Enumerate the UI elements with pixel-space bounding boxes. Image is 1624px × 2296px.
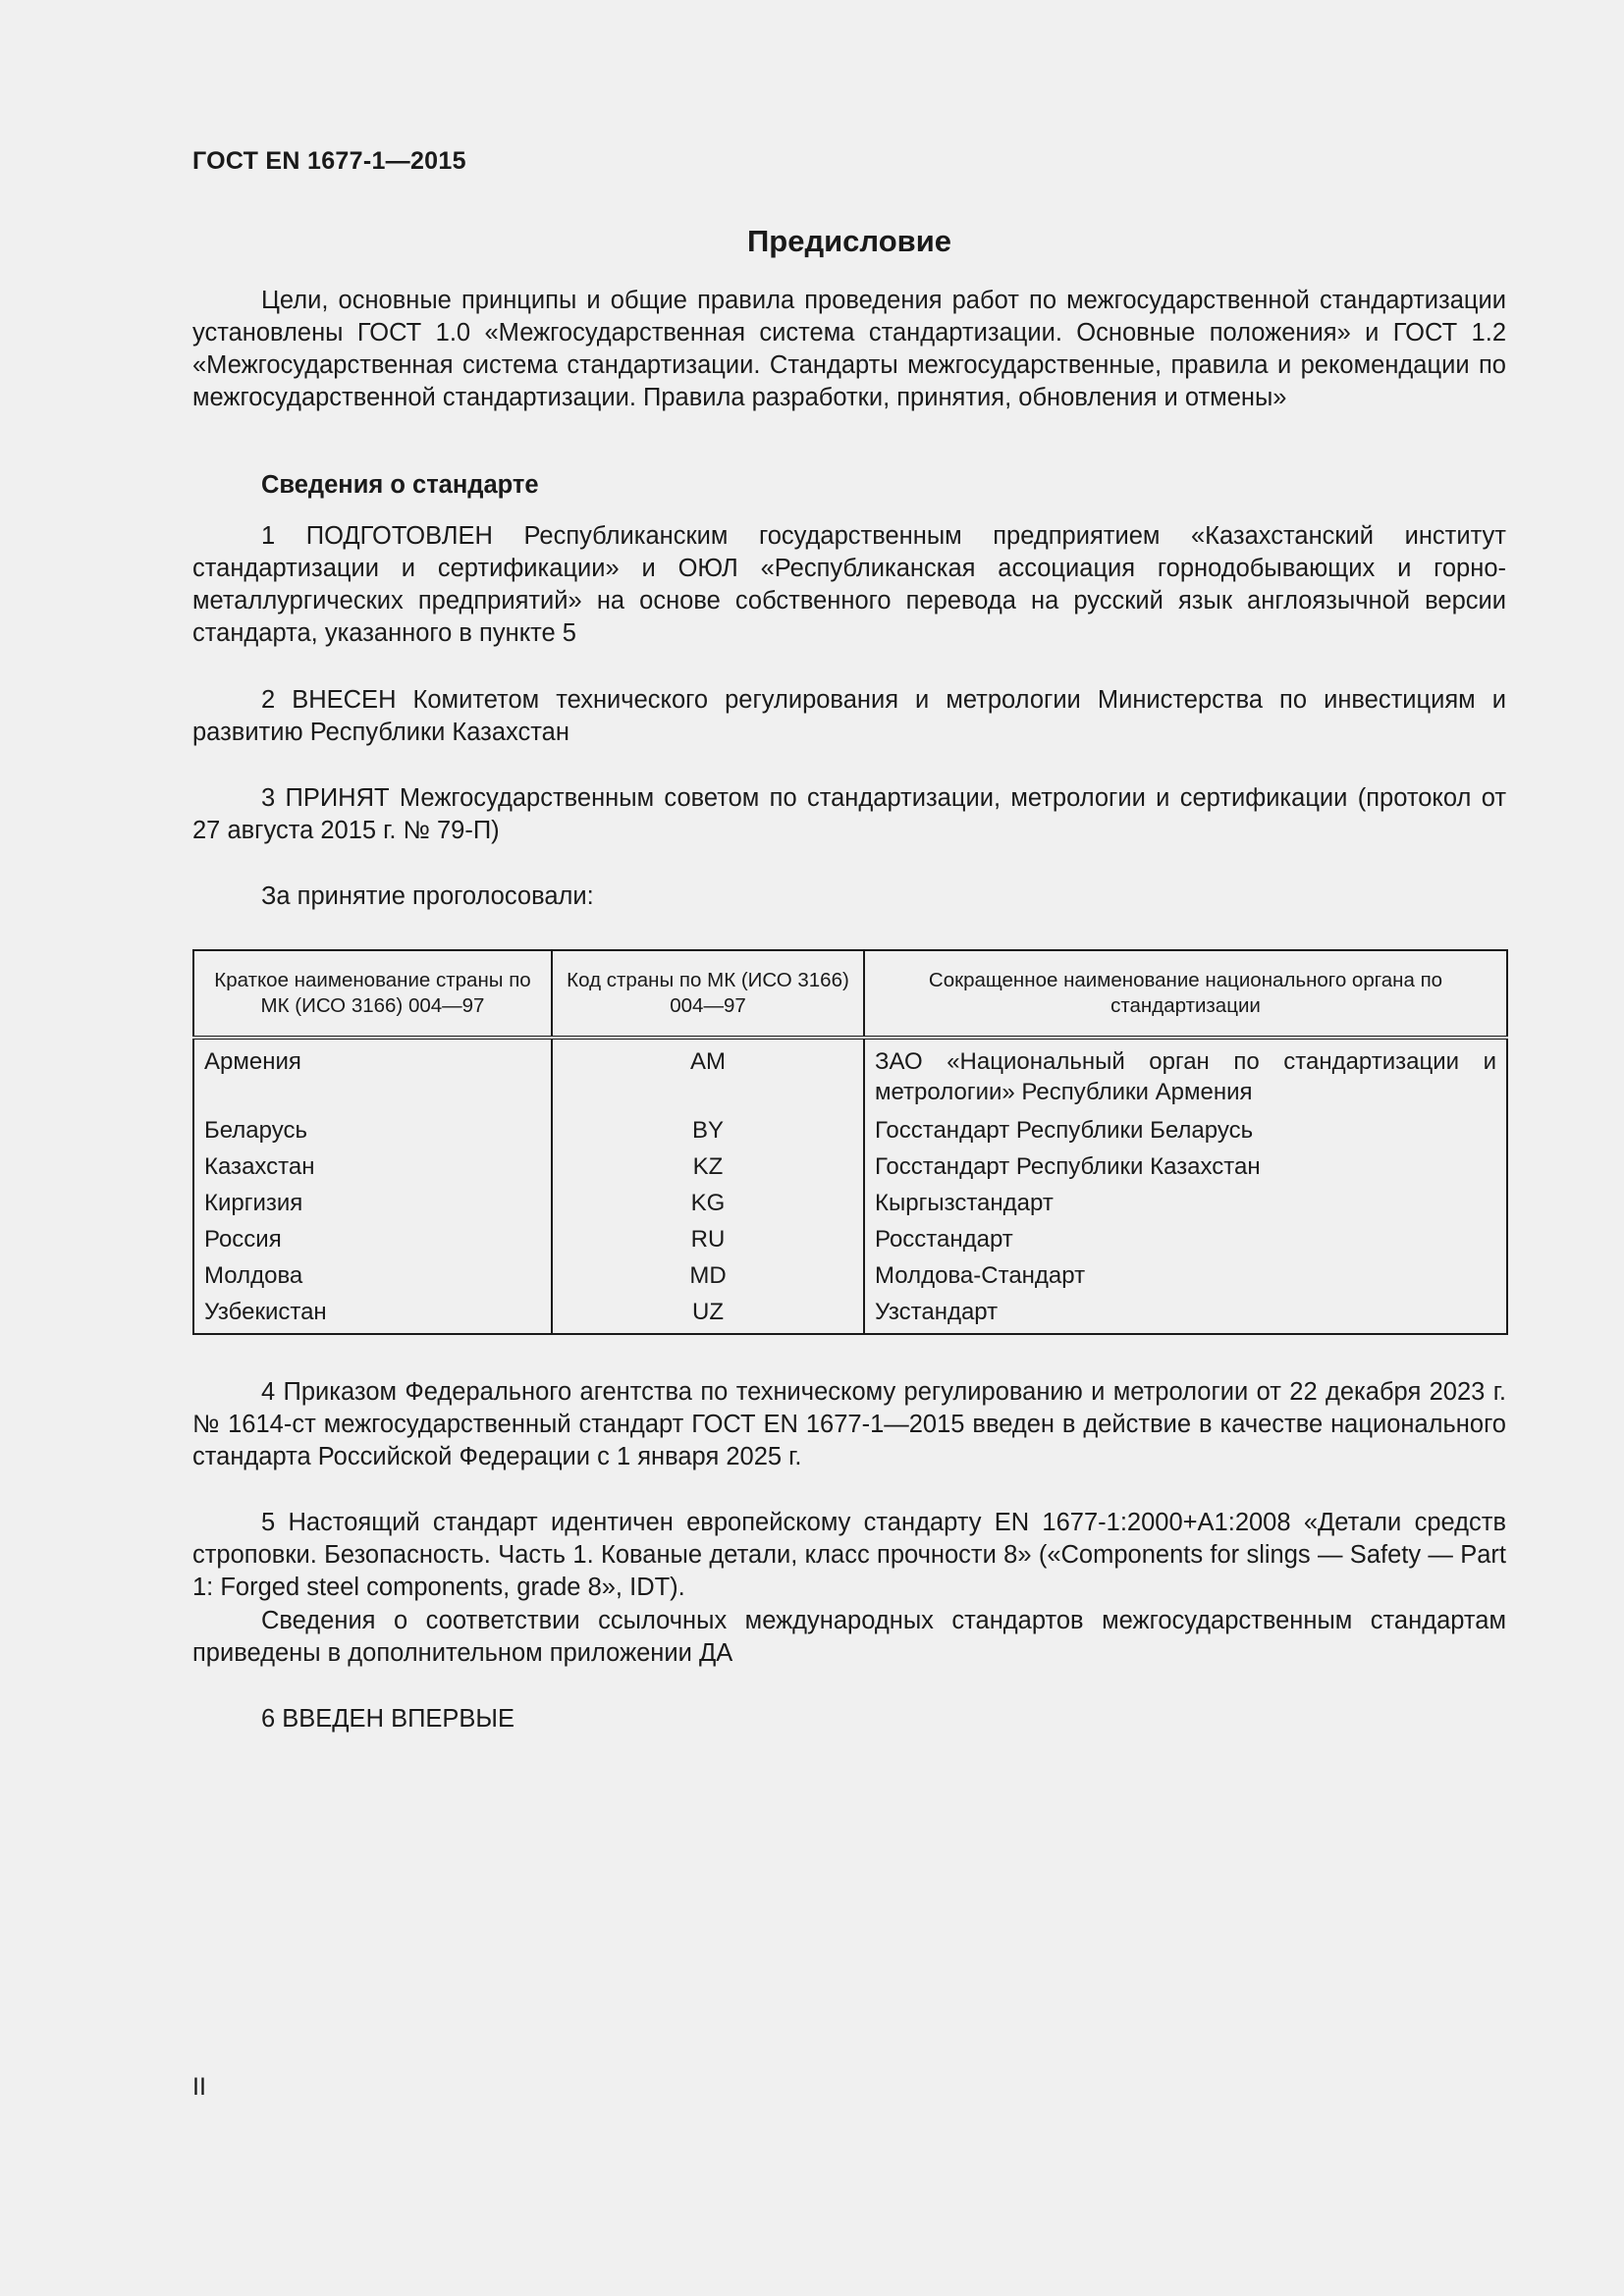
- table-row: [193, 1151, 1507, 1188]
- voted-label: За принятие проголосовали:: [261, 882, 594, 910]
- item-4-paragraph: 4 Приказом Федерального агентства по техническому регулированию и метрологии от 22 декабря 2023 г. № 1614-ст межгосударственный стандарт ГОСТ EN 1677-1—2015 введен в действие в качестве национального стандарта Российской Федерации с 1 января 2025 г.: [192, 1378, 1506, 1470]
- table-row: [193, 1038, 1507, 1115]
- country-cell: Киргизия: [193, 1188, 552, 1224]
- country-cell: Беларусь: [193, 1115, 552, 1151]
- code-cell: KZ: [552, 1151, 864, 1188]
- table-row: [193, 1260, 1507, 1297]
- page-title: Предисловие: [746, 224, 951, 258]
- code-cell: AM: [552, 1038, 864, 1115]
- table-row: [193, 1297, 1507, 1334]
- body-cell: Молдова-Стандарт: [875, 1262, 1086, 1289]
- code-cell: UZ: [552, 1297, 864, 1334]
- body-cell: Узстандарт: [875, 1299, 999, 1325]
- intro-paragraph: Цели, основные принципы и общие правила проведения работ по межгосударственной стандартизации установлены ГОСТ 1.0 «Межгосударственная система стандартизации. Основные положения» и ГОСТ 1.2 «Межгосударственная система стандартизации. Стандарты межгосударственные, правила и рекомендации по межгосударственной стандартизации. Правила разработки, принятия, обновления и отмены»: [192, 287, 1506, 411]
- body-cell: Кыргызстандарт: [875, 1190, 1054, 1216]
- item-6-paragraph: 6 ВВЕДЕН ВПЕРВЫЕ: [261, 1705, 515, 1733]
- item-1-paragraph: 1 ПОДГОТОВЛЕН Республиканским государственным предприятием «Казахстанский институт стандартизации и сертификации» и ОЮЛ «Республиканская ассоциация горнодобывающих и горно-металлургических предприятий» на основе собственного перевода на русский язык англоязычной версии стандарта, указанного в пункте 5: [192, 522, 1506, 647]
- column-header-country: Краткое наименование страны по МК (ИСО 3166) 004—97: [193, 950, 552, 1038]
- table-row: [193, 1188, 1507, 1224]
- item-3-paragraph: 3 ПРИНЯТ Межгосударственным советом по стандартизации, метрологии и сертификации (протокол от 27 августа 2015 г. № 79-П): [192, 784, 1506, 844]
- body-cell: Госстандарт Республики Беларусь: [875, 1117, 1254, 1144]
- column-header-code: Код страны по МК (ИСО 3166) 004—97: [552, 950, 864, 1038]
- country-cell: Казахстан: [193, 1151, 552, 1188]
- item-5-paragraph: 5 Настоящий стандарт идентичен европейскому стандарту EN 1677-1:2000+A1:2008 «Детали средств строповки. Безопасность. Часть 1. Кованые детали, класс прочности 8» («Components for slings — Safety — Part 1: Forged steel components, grade 8», IDT).: [192, 1509, 1506, 1601]
- code-cell: MD: [552, 1260, 864, 1297]
- column-header-body: Сокращенное наименование национального органа по стандартизации: [928, 969, 1443, 1017]
- body-cell: Росстандарт: [875, 1226, 1013, 1253]
- document-page: [192, 0, 1506, 2296]
- table-row: [193, 1115, 1507, 1151]
- code-cell: KG: [552, 1188, 864, 1224]
- code-cell: RU: [552, 1224, 864, 1260]
- body-cell: Госстандарт Республики Казахстан: [875, 1153, 1261, 1180]
- table-header-row: [193, 950, 1507, 1038]
- voting-table: [192, 949, 1508, 1335]
- table-row: [193, 1224, 1507, 1260]
- item-2-paragraph: 2 ВНЕСЕН Комитетом технического регулирования и метрологии Министерства по инвестициям и развитию Республики Казахстан: [192, 686, 1506, 746]
- body-cell: ЗАО «Национальный орган по стандартизации и метрологии» Республики Армения: [875, 1048, 1496, 1105]
- document-header: ГОСТ EN 1677-1—2015: [192, 147, 466, 175]
- section-subtitle: Сведения о стандарте: [261, 471, 539, 499]
- country-cell: Армения: [193, 1038, 552, 1115]
- code-cell: BY: [552, 1115, 864, 1151]
- item-5-references-paragraph: Сведения о соответствии ссылочных международных стандартов межгосударственным стандартам приведены в дополнительном приложении ДА: [192, 1607, 1506, 1667]
- page-number: II: [192, 2073, 206, 2101]
- country-cell: Молдова: [193, 1260, 552, 1297]
- country-cell: Узбекистан: [193, 1297, 552, 1334]
- country-cell: Россия: [193, 1224, 552, 1260]
